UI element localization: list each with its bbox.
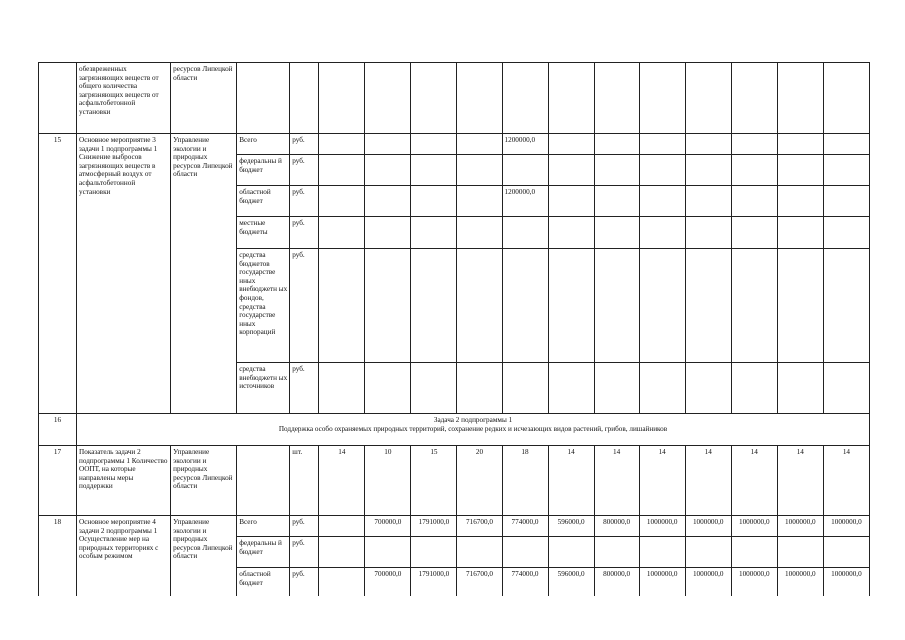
cell — [319, 134, 365, 155]
cell — [319, 155, 365, 186]
value-cell — [502, 155, 548, 186]
cell — [365, 249, 411, 363]
cell — [411, 249, 457, 363]
row-number — [39, 63, 77, 134]
cell — [639, 249, 685, 363]
cell — [685, 186, 731, 217]
cell — [685, 363, 731, 414]
row-executor: Управление экологии и природных ресурсов Липецкой области — [171, 134, 237, 414]
program-table — [38, 62, 870, 596]
cell — [411, 63, 457, 134]
cell — [731, 217, 777, 249]
value-cell: 1200000,0 — [502, 186, 548, 217]
unit-cell: руб. — [290, 537, 319, 568]
value-cell — [319, 537, 365, 568]
unit-cell: руб. — [290, 217, 319, 249]
cell — [594, 63, 639, 134]
cell — [548, 134, 594, 155]
cell — [777, 217, 823, 249]
cell — [594, 155, 639, 186]
cell — [731, 186, 777, 217]
value-cell: 14 — [731, 446, 777, 516]
row-number: 18 — [39, 516, 77, 596]
value-cell: 10 — [365, 446, 411, 516]
value-cell: 800000,0 — [594, 516, 639, 537]
cell — [823, 63, 869, 134]
source-label: областной бюджет — [237, 186, 290, 217]
value-cell: 20 — [457, 446, 502, 516]
value-cell — [594, 537, 639, 568]
table-row — [39, 63, 870, 134]
row-executor: ресурсов Липецкой области — [171, 63, 237, 134]
source-label: средства внебюджетн ых источников — [237, 363, 290, 414]
value-cell: 14 — [639, 446, 685, 516]
cell — [685, 155, 731, 186]
value-cell: 596000,0 — [548, 568, 594, 596]
value-cell: 14 — [777, 446, 823, 516]
cell — [319, 249, 365, 363]
value-cell — [502, 217, 548, 249]
value-cell: 800000,0 — [594, 568, 639, 596]
cell — [411, 217, 457, 249]
value-cell — [823, 537, 869, 568]
task-heading — [77, 414, 870, 446]
value-cell — [502, 249, 548, 363]
value-cell: 716700,0 — [457, 516, 502, 537]
unit-cell: руб. — [290, 134, 319, 155]
cell — [777, 363, 823, 414]
cell — [457, 155, 502, 186]
cell — [319, 63, 365, 134]
cell — [594, 186, 639, 217]
value-cell: 14 — [548, 446, 594, 516]
value-cell: 18 — [502, 446, 548, 516]
cell — [457, 63, 502, 134]
cell — [823, 217, 869, 249]
value-cell: 716700,0 — [457, 568, 502, 596]
cell — [548, 155, 594, 186]
cell — [823, 363, 869, 414]
source-label: местные бюджеты — [237, 217, 290, 249]
value-cell — [731, 537, 777, 568]
source-label: федеральны й бюджет — [237, 537, 290, 568]
cell — [319, 186, 365, 217]
row-number: 15 — [39, 134, 77, 414]
value-cell — [319, 568, 365, 596]
row-description: Основное мероприятие 3 задачи 1 подпрограммы 1 Снижение выбросов загрязняющих веществ в атмосферный воздух от асфальтобетонной установки — [77, 134, 171, 414]
row-description: обезвреженных загрязняющих веществ от общего количества загрязняющих веществ от асфальтобетонной установки — [77, 63, 171, 134]
value-cell: 14 — [319, 446, 365, 516]
value-cell: 1000000,0 — [823, 568, 869, 596]
value-cell: 15 — [411, 446, 457, 516]
value-cell: 1000000,0 — [685, 516, 731, 537]
cell — [731, 134, 777, 155]
unit-cell: руб. — [290, 363, 319, 414]
value-cell: 14 — [685, 446, 731, 516]
cell — [823, 134, 869, 155]
value-cell: 1000000,0 — [685, 568, 731, 596]
cell — [639, 63, 685, 134]
cell — [594, 363, 639, 414]
source-label: федеральны й бюджет — [237, 155, 290, 186]
cell — [365, 134, 411, 155]
value-cell: 774000,0 — [502, 568, 548, 596]
value-cell: 1000000,0 — [639, 568, 685, 596]
cell — [457, 217, 502, 249]
source-label — [237, 446, 290, 516]
value-cell: 1200000,0 — [502, 134, 548, 155]
value-cell: 14 — [823, 446, 869, 516]
cell — [319, 217, 365, 249]
cell — [411, 134, 457, 155]
cell — [457, 186, 502, 217]
table-row — [39, 414, 870, 446]
cell — [731, 155, 777, 186]
value-cell — [639, 537, 685, 568]
value-cell: 1791000,0 — [411, 516, 457, 537]
unit-cell: шт. — [290, 446, 319, 516]
cell — [365, 186, 411, 217]
source-label: Всего — [237, 516, 290, 537]
value-cell: 700000,0 — [365, 516, 411, 537]
cell — [823, 249, 869, 363]
cell — [411, 155, 457, 186]
value-cell — [777, 537, 823, 568]
source-label: средства бюджетов государстве нных внебюджетн ых фондов, средства государстве нных корпораций — [237, 249, 290, 363]
cell — [685, 217, 731, 249]
source-label: областной бюджет — [237, 568, 290, 596]
cell — [548, 217, 594, 249]
value-cell — [685, 537, 731, 568]
cell — [457, 249, 502, 363]
cell — [594, 249, 639, 363]
cell — [594, 134, 639, 155]
cell — [365, 63, 411, 134]
cell — [639, 134, 685, 155]
cell — [823, 155, 869, 186]
cell — [548, 63, 594, 134]
value-cell: 1000000,0 — [731, 516, 777, 537]
value-cell — [319, 516, 365, 537]
value-cell: 1000000,0 — [731, 568, 777, 596]
row-description: Основное мероприятие 4 задачи 2 подпрограммы 1 Осуществление мер на природных территориях с особым режимом — [77, 516, 171, 596]
value-cell: 1000000,0 — [823, 516, 869, 537]
row-executor: Управление экологии и природных ресурсов Липецкой области — [171, 446, 237, 516]
cell — [502, 63, 548, 134]
value-cell: 1000000,0 — [777, 516, 823, 537]
row-number: 16 — [39, 414, 77, 446]
cell — [237, 63, 290, 134]
value-cell: 700000,0 — [365, 568, 411, 596]
task-description: Поддержка особо охраняемых природных территорий, сохранение редких и исчезающих видов растений, грибов, лишайников — [278, 424, 668, 433]
unit-cell: руб. — [290, 186, 319, 217]
cell — [731, 363, 777, 414]
cell — [548, 363, 594, 414]
value-cell: 596000,0 — [548, 516, 594, 537]
value-cell: 14 — [594, 446, 639, 516]
cell — [365, 217, 411, 249]
source-label: Всего — [237, 134, 290, 155]
value-cell — [457, 537, 502, 568]
cell — [823, 186, 869, 217]
cell — [777, 63, 823, 134]
cell — [290, 63, 319, 134]
cell — [457, 134, 502, 155]
cell — [411, 186, 457, 217]
cell — [594, 217, 639, 249]
unit-cell: руб. — [290, 249, 319, 363]
cell — [777, 134, 823, 155]
value-cell — [502, 363, 548, 414]
cell — [731, 63, 777, 134]
row-description: Показатель задачи 2 подпрограммы 1 Количество ООПТ, на которые направлены меры поддержки — [77, 446, 171, 516]
cell — [548, 186, 594, 217]
value-cell: 774000,0 — [502, 516, 548, 537]
row-executor: Управление экологии и природных ресурсов Липецкой области — [171, 516, 237, 596]
value-cell — [365, 537, 411, 568]
cell — [319, 363, 365, 414]
cell — [777, 249, 823, 363]
row-number: 17 — [39, 446, 77, 516]
table-row — [39, 134, 870, 155]
cell — [639, 155, 685, 186]
value-cell: 1000000,0 — [639, 516, 685, 537]
value-cell: 1791000,0 — [411, 568, 457, 596]
value-cell — [548, 537, 594, 568]
cell — [639, 217, 685, 249]
task-title: Задача 2 подпрограммы 1 — [433, 416, 513, 424]
value-cell — [502, 537, 548, 568]
cell — [685, 134, 731, 155]
value-cell — [411, 537, 457, 568]
unit-cell: руб. — [290, 155, 319, 186]
table-row — [39, 446, 870, 516]
table-row — [39, 516, 870, 537]
cell — [777, 186, 823, 217]
cell — [548, 249, 594, 363]
value-cell: 1000000,0 — [777, 568, 823, 596]
cell — [777, 155, 823, 186]
cell — [365, 363, 411, 414]
unit-cell: руб. — [290, 516, 319, 537]
cell — [411, 363, 457, 414]
unit-cell: руб. — [290, 568, 319, 596]
cell — [457, 363, 502, 414]
cell — [685, 249, 731, 363]
cell — [639, 363, 685, 414]
cell — [365, 155, 411, 186]
cell — [685, 63, 731, 134]
cell — [639, 186, 685, 217]
cell — [731, 249, 777, 363]
